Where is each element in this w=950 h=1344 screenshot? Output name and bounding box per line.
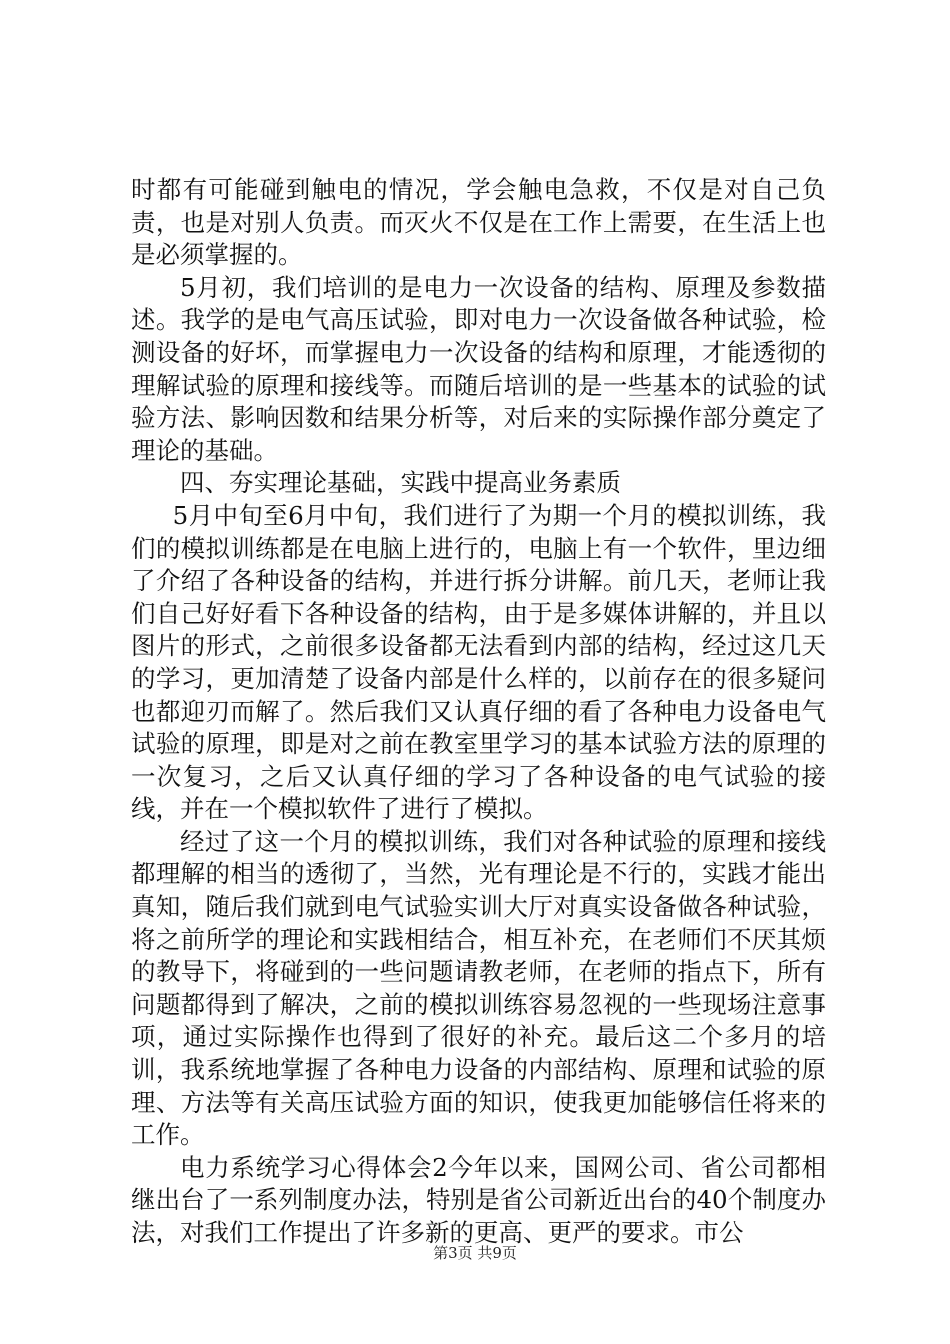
document-body — [131, 174, 826, 1250]
paragraph-practice: 经过了这一个月的模拟训练，我们对各种试验的原理和接线都理解的相当的透彻了，当然，光有理论是不行的，实践才能出真知，随后我们就到电气试验实训大厅对真实设备做各种试验，将之前所学的理论和实践相结合，相互补充，在老师们不厌其烦的教导下，将碰到的一些问题请教老师，在老师的指点下，所有问题都得到了解决，之前的模拟训练容易忽视的一些现场注意事项，通过实际操作也得到了很好的补充。最后这二个多月的培训，我系统地掌握了各种电力设备的内部结构、原理和试验的原理、方法等有关高压试验方面的知识，使我更加能够信任将来的工作。 — [131, 826, 826, 1150]
section-heading-four: 四、夯实理论基础，实践中提高业务素质 — [180, 468, 621, 498]
paragraph-next-article: 电力系统学习心得体会2今年以来，国网公司、省公司都相继出台了一系列制度办法，特别是省公司新近出台的40个制度办法，对我们工作提出了许多新的更高、更严的要求。市公 — [131, 1152, 826, 1247]
paragraph-equipment-training: 5月初，我们培训的是电力一次设备的结构、原理及参数描述。我学的是电气高压试验，即对电力一次设备做各种试验，检测设备的好坏，而掌握电力一次设备的结构和原理，才能透彻的理解试验的原理和接线等。而随后培训的是一些基本的试验的试验方法、影响因数和结果分析等，对后来的实际操作部分奠定了理论的基础。 — [131, 272, 826, 465]
paragraph-continuation: 时都有可能碰到触电的情况，学会触电急救，不仅是对自己负责，也是对别人负责。而灭火不仅是在工作上需要，在生活上也是必须掌握的。 — [131, 175, 826, 270]
page-footer: 第3页 共9页 — [433, 1244, 517, 1262]
paragraph-simulation-training: 5月中旬至6月中旬，我们进行了为期一个月的模拟训练，我们的模拟训练都是在电脑上进行的，电脑上有一个软件，里边细了介绍了各种设备的结构，并进行拆分讲解。前几天，老师让我们自己好好看下各种设备的结构，由于是多媒体讲解的，并且以图片的形式，之前很多设备都无法看到内部的结构，经过这几天的学习，更加清楚了设备内部是什么样的，以前存在的很多疑问也都迎刃而解了。然后我们又认真仔细的看了各种电力设备电气试验的原理，即是对之前在教室里学习的基本试验方法的原理的一次复习，之后又认真仔细的学习了各种设备的电气试验的接线，并在一个模拟软件了进行了模拟。 — [131, 500, 826, 824]
